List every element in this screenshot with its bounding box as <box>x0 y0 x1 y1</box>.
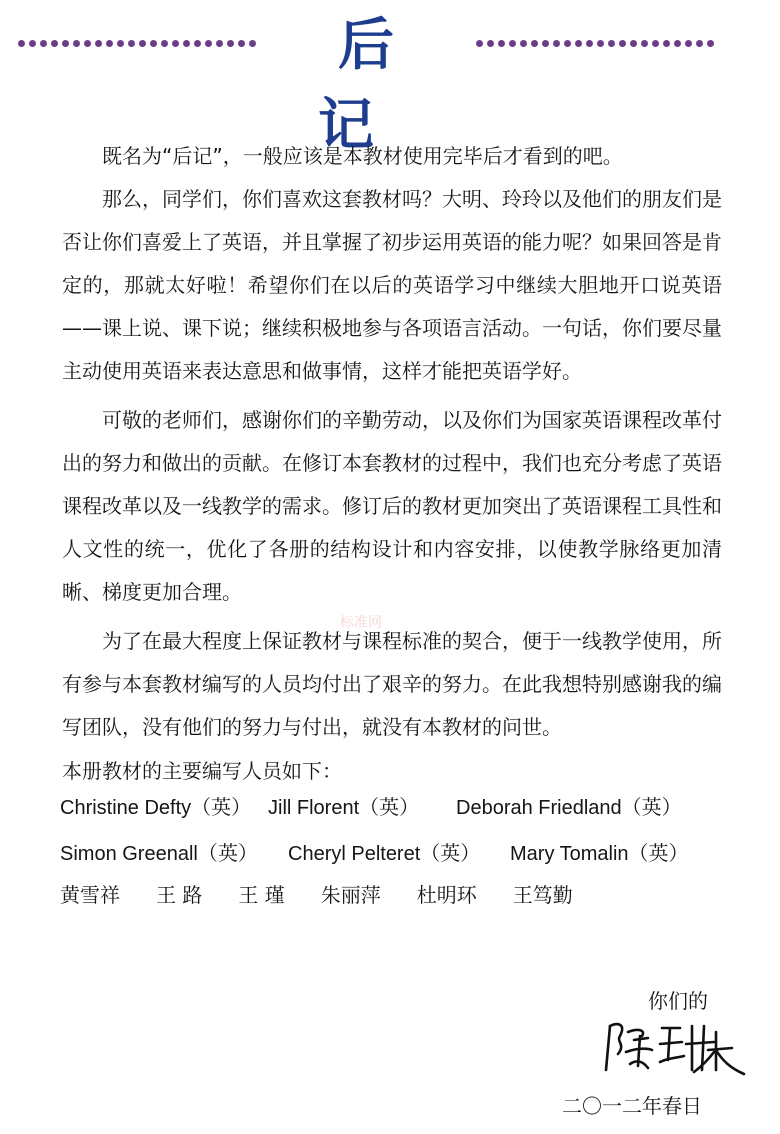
author-name: 朱丽萍 <box>320 883 381 907</box>
author-name: 杜明环 <box>416 883 477 907</box>
author-name: Mary Tomalin（英） <box>510 843 689 865</box>
paragraph-1: 既名为“后记”，一般应该是本教材使用完毕后才看到的吧。 <box>102 144 623 168</box>
decorative-dot <box>652 40 659 47</box>
afterword-body <box>62 135 722 755</box>
decorative-dot <box>597 40 604 47</box>
decorative-dot <box>498 40 505 47</box>
decorative-dot <box>216 40 223 47</box>
decorative-dot <box>95 40 102 47</box>
watermark: 标准网 <box>340 615 382 631</box>
paragraph-2: 那么，同学们，你们喜欢这套教材吗？大明、玲玲以及他们的朋友们是否让你们喜爱上了英语，并且掌握了初步运用英语的能力呢？如果回答是肯定的，那就太好啦！希望你们在以后的英语学习中继续大胆地开口说英语——课上说、课下说；继续积极地参与各项语言活动。一句话，你们要尽量主动使用英语来表达意思和做事情，这样才能把英语学好。 <box>62 187 722 383</box>
author-name: 黄雪祥 <box>60 883 120 907</box>
decorative-dot <box>487 40 494 47</box>
decorative-dot <box>150 40 157 47</box>
decorative-dot <box>630 40 637 47</box>
decorative-dot <box>520 40 527 47</box>
authors-row-3 <box>60 880 609 910</box>
decorative-dot <box>696 40 703 47</box>
decorative-dot <box>685 40 692 47</box>
decorative-dot <box>619 40 626 47</box>
decorative-dot <box>117 40 124 47</box>
authors-row-2 <box>60 838 689 868</box>
decorative-dot <box>509 40 516 47</box>
authors-intro: 本册教材的主要编写人员如下： <box>62 759 342 783</box>
page-title: 后 记 <box>318 13 434 158</box>
decorative-dot <box>172 40 179 47</box>
decorative-dot <box>29 40 36 47</box>
author-name: Deborah Friedland（英） <box>456 797 682 819</box>
decorative-dot <box>183 40 190 47</box>
decorative-dot <box>139 40 146 47</box>
date: 二〇一二年春日 <box>562 1094 702 1118</box>
decorative-dot <box>542 40 549 47</box>
decorative-dot <box>73 40 80 47</box>
decorative-dot <box>641 40 648 47</box>
paragraph-3: 可敬的老师们，感谢你们的辛勤劳动，以及你们为国家英语课程改革付出的努力和做出的贡献。在修订本套教材的过程中，我们也充分考虑了英语课程改革以及一线教学的需求。修订后的教材更加突出了英语课程工具性和人文性的统一，优化了各册的结构设计和内容安排，以使教学脉络更加清晰、梯度更加合理。 <box>62 408 722 604</box>
decorative-dot <box>608 40 615 47</box>
handwritten-signature <box>596 1014 756 1084</box>
author-name: Jill Florent（英） <box>268 797 420 819</box>
decorative-dot <box>128 40 135 47</box>
decorative-dot <box>249 40 256 47</box>
author-name: 王 路 <box>156 883 203 907</box>
decorative-dot <box>476 40 483 47</box>
decorative-dot <box>194 40 201 47</box>
author-name: Cheryl Pelteret（英） <box>288 843 481 865</box>
decorative-dot <box>227 40 234 47</box>
decorative-dot <box>161 40 168 47</box>
decorative-dot <box>707 40 714 47</box>
author-name: Simon Greenall（英） <box>60 843 258 865</box>
author-name: 王 瑾 <box>238 883 285 907</box>
decorative-dot <box>62 40 69 47</box>
author-name: 王笃勤 <box>512 883 573 907</box>
decorative-dots-right <box>476 40 722 50</box>
decorative-dot <box>18 40 25 47</box>
paragraph-4: 为了在最大程度上保证教材与课程标准的契合，便于一线教学使用，所有参与本套教材编写的人员均付出了艰辛的努力。在此我想特别感谢我的编写团队，没有他们的努力与付出，就没有本教材的问世。 <box>62 629 722 739</box>
decorative-dot <box>531 40 538 47</box>
decorative-dot <box>674 40 681 47</box>
decorative-dot <box>205 40 212 47</box>
decorative-dot <box>553 40 560 47</box>
decorative-dot <box>238 40 245 47</box>
decorative-dot <box>663 40 670 47</box>
decorative-dots-left <box>18 40 256 50</box>
decorative-dot <box>586 40 593 47</box>
author-name: Christine Defty（英） <box>60 797 252 819</box>
decorative-dot <box>106 40 113 47</box>
authors-row-1 <box>60 792 682 822</box>
decorative-dot <box>40 40 47 47</box>
decorative-dot <box>575 40 582 47</box>
decorative-dot <box>564 40 571 47</box>
signoff: 你们的 <box>648 989 708 1013</box>
decorative-dot <box>51 40 58 47</box>
decorative-dot <box>84 40 91 47</box>
